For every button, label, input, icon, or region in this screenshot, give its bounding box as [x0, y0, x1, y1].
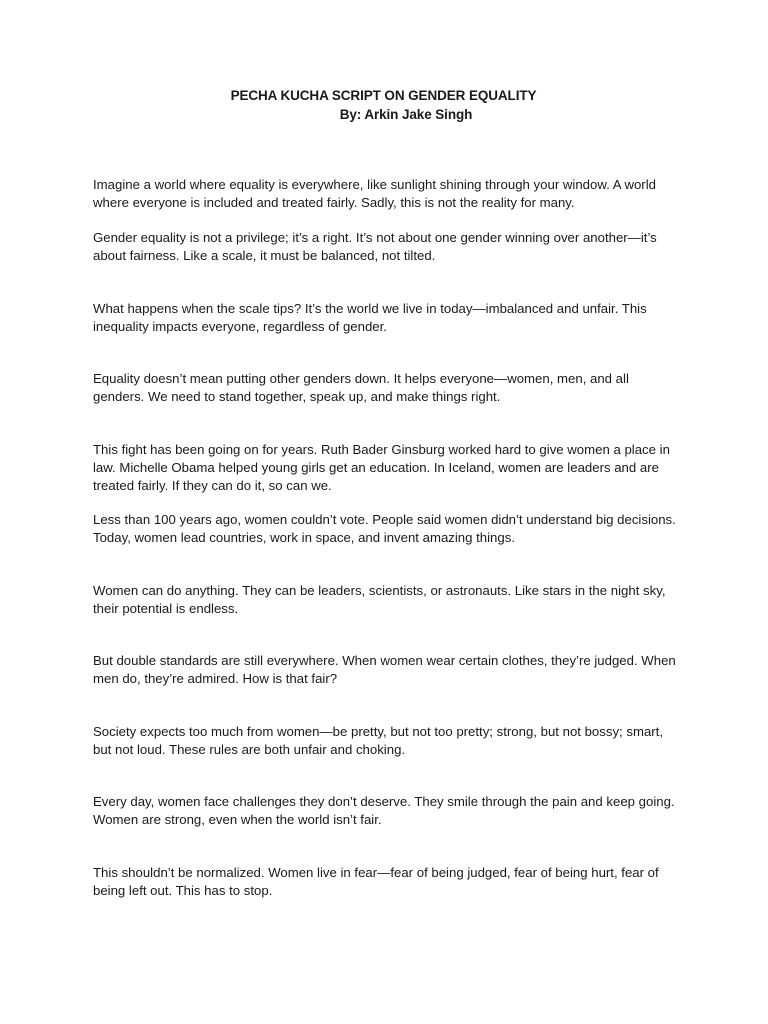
paragraph-8: But double standards are still everywhere. When women wear certain clothes, they’re judged. When men do, they’re admired. How is that fair? — [93, 653, 676, 686]
paragraph-3: What happens when the scale tips? It’s the world we live in today—imbalanced and unfair. This inequality impacts everyone, regardless of gender. — [93, 301, 647, 334]
paragraph-6: Less than 100 years ago, women couldn’t vote. People said women didn’t understand big decisions. Today, women lead countries, work in space, and invent amazing things. — [93, 512, 676, 545]
paragraph-11: This shouldn’t be normalized. Women live in fear—fear of being judged, fear of being hurt, fear of being left out. This has to stop. — [93, 865, 659, 898]
paragraph-10: Every day, women face challenges they don’t deserve. They smile through the pain and keep going. Women are strong, even when the world isn’t fair. — [93, 794, 675, 827]
paragraph-2: Gender equality is not a privilege; it’s a right. It’s not about one gender winning over another—it’s about fairness. Like a scale, it must be balanced, not tilted. — [93, 230, 657, 263]
document-title: PECHA KUCHA SCRIPT ON GENDER EQUALITY — [230, 88, 537, 103]
title-block — [0, 86, 768, 124]
paragraph-5: This fight has been going on for years. Ruth Bader Ginsburg worked hard to give women a place in law. Michelle Obama helped young girls get an education. In Iceland, women are leaders and are treated fairly. If they can do it, so can we. — [93, 442, 670, 493]
paragraph-9: Society expects too much from women—be pretty, but not too pretty; strong, but not bossy; smart, but not loud. These rules are both unfair and choking. — [93, 724, 664, 757]
document-byline: By: Arkin Jake Singh — [339, 107, 473, 122]
paragraph-4: Equality doesn’t mean putting other genders down. It helps everyone—women, men, and all genders. We need to stand together, speak up, and make things right. — [93, 371, 629, 404]
paragraph-1: Imagine a world where equality is everywhere, like sunlight shining through your window. A world where everyone is included and treated fairly. Sadly, this is not the reality for many. — [93, 177, 656, 210]
paragraph-7: Women can do anything. They can be leaders, scientists, or astronauts. Like stars in the night sky, their potential is endless. — [93, 583, 666, 616]
